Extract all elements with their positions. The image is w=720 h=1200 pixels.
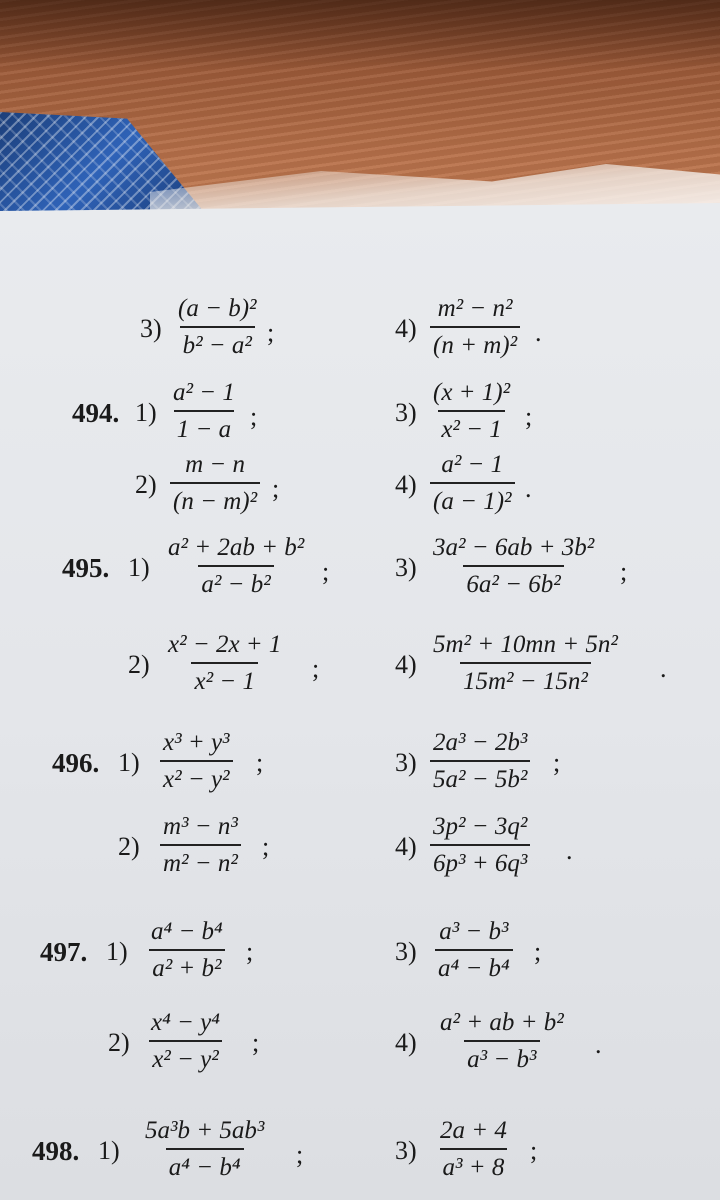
punctuation: ; <box>296 1140 304 1169</box>
punctuation: . <box>595 1030 602 1059</box>
item-label: 4) <box>395 650 417 679</box>
punctuation: ; <box>246 937 254 966</box>
punctuation: ; <box>525 402 533 431</box>
denominator: 6p³ + 6q³ <box>430 844 530 876</box>
item-label: 3) <box>395 937 417 966</box>
table-shadow <box>0 0 720 70</box>
punctuation: ; <box>530 1136 538 1165</box>
denominator: m² − n² <box>160 844 241 876</box>
item-label: 1) <box>118 748 140 777</box>
item-label: 4) <box>395 314 417 343</box>
fraction <box>437 1118 510 1180</box>
punctuation: ; <box>534 937 542 966</box>
numerator: 3a² − 6ab + 3b² <box>433 534 595 561</box>
item-label: 4) <box>395 470 417 499</box>
fraction <box>165 632 284 694</box>
item-label: 4) <box>395 1028 417 1057</box>
punctuation: . <box>660 654 667 683</box>
denominator: (n + m)² <box>430 326 520 358</box>
fraction <box>165 535 307 597</box>
item-label: 3) <box>395 553 417 582</box>
fraction <box>437 1010 567 1072</box>
fraction <box>430 535 597 597</box>
punctuation: ; <box>620 557 628 586</box>
fraction <box>175 296 260 358</box>
fraction <box>430 632 621 694</box>
fraction <box>430 452 515 514</box>
item-label: 2) <box>108 1028 130 1057</box>
punctuation: . <box>535 318 542 347</box>
denominator: x² − 1 <box>438 410 504 442</box>
denominator: x² − 1 <box>191 662 257 694</box>
fraction <box>170 380 238 442</box>
item-label: 2) <box>118 832 140 861</box>
denominator: 5a² − 5b² <box>430 760 530 792</box>
punctuation: . <box>566 836 573 865</box>
numerator: m³ − n³ <box>163 813 238 840</box>
numerator: 5a³b + 5ab³ <box>145 1117 265 1144</box>
numerator: m − n <box>185 451 245 478</box>
problem-number: 496. <box>52 748 100 778</box>
item-label: 3) <box>395 748 417 777</box>
denominator: a⁴ − b⁴ <box>166 1148 244 1180</box>
problem-number: 498. <box>32 1136 80 1166</box>
numerator: m² − n² <box>437 295 513 322</box>
numerator: (a − b)² <box>178 295 257 322</box>
numerator: 2a³ − 2b³ <box>433 729 528 756</box>
numerator: x⁴ − y⁴ <box>151 1009 220 1036</box>
numerator: a² + ab + b² <box>440 1009 564 1036</box>
numerator: a² − 1 <box>173 379 235 406</box>
punctuation: ; <box>322 557 330 586</box>
fraction <box>430 296 520 358</box>
item-label: 1) <box>106 937 128 966</box>
punctuation: ; <box>312 654 320 683</box>
denominator: a² − b² <box>198 565 273 597</box>
denominator: b² − a² <box>180 326 255 358</box>
punctuation: ; <box>267 318 275 347</box>
fraction <box>170 452 260 514</box>
numerator: x³ + y³ <box>163 729 230 756</box>
fraction <box>142 1118 267 1180</box>
denominator: 15m² − 15n² <box>460 662 591 694</box>
denominator: (a − 1)² <box>430 482 515 514</box>
item-label: 3) <box>395 398 417 427</box>
problem-number: 497. <box>40 937 88 967</box>
punctuation: ; <box>256 748 264 777</box>
punctuation: ; <box>250 402 258 431</box>
problem-number: 494. <box>72 398 120 428</box>
numerator: a² − 1 <box>441 451 504 478</box>
numerator: 5m² + 10mn + 5n² <box>433 631 618 658</box>
problem-number: 495. <box>62 553 110 583</box>
numerator: x² − 2x + 1 <box>168 631 282 658</box>
fraction <box>148 919 226 981</box>
fraction <box>430 380 513 442</box>
denominator: 1 − a <box>174 410 234 442</box>
fraction <box>430 730 530 792</box>
fraction <box>148 1010 223 1072</box>
item-label: 3) <box>395 1136 417 1165</box>
fraction <box>160 814 241 876</box>
fraction <box>435 919 513 981</box>
denominator: a² + b² <box>149 949 224 981</box>
item-label: 1) <box>128 553 150 582</box>
numerator: a⁴ − b⁴ <box>151 918 223 945</box>
punctuation: ; <box>252 1028 260 1057</box>
numerator: (x + 1)² <box>433 379 511 406</box>
numerator: a³ − b³ <box>439 918 509 945</box>
numerator: 2a + 4 <box>440 1117 507 1144</box>
punctuation: ; <box>272 474 280 503</box>
denominator: x² − y² <box>160 760 233 792</box>
item-label: 3) <box>140 314 162 343</box>
item-label: 1) <box>135 398 157 427</box>
punctuation: ; <box>553 748 561 777</box>
denominator: x² − y² <box>149 1040 222 1072</box>
numerator: 3p² − 3q² <box>433 813 528 840</box>
denominator: (n − m)² <box>170 482 260 514</box>
numerator: a² + 2ab + b² <box>168 534 305 561</box>
punctuation: ; <box>262 832 270 861</box>
denominator: a⁴ − b⁴ <box>435 949 513 981</box>
denominator: a³ + 8 <box>440 1148 508 1180</box>
item-label: 4) <box>395 832 417 861</box>
item-label: 1) <box>98 1136 120 1165</box>
fraction <box>430 814 530 876</box>
item-label: 2) <box>128 650 150 679</box>
item-label: 2) <box>135 470 157 499</box>
denominator: a³ − b³ <box>464 1040 539 1072</box>
fraction <box>160 730 233 792</box>
punctuation: . <box>525 474 532 503</box>
denominator: 6a² − 6b² <box>463 565 563 597</box>
